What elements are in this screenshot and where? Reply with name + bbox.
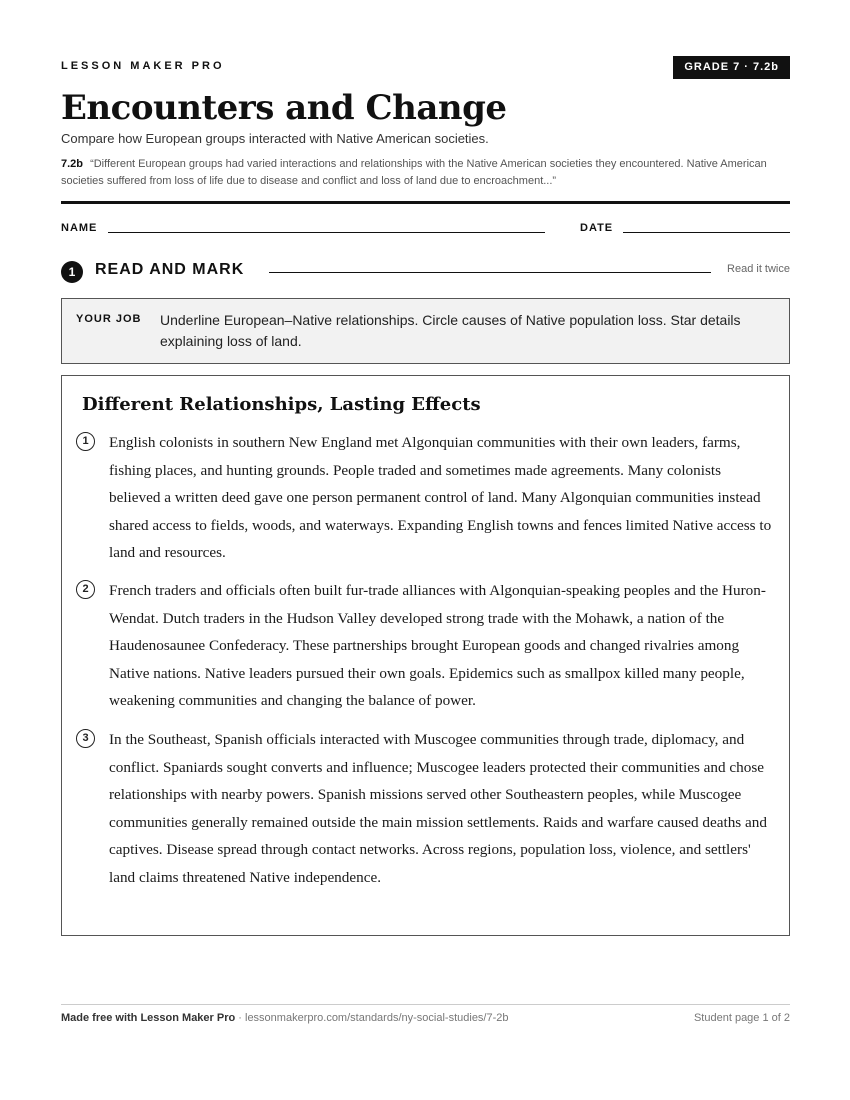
reading-title: Different Relationships, Lasting Effects — [82, 394, 481, 415]
header-divider — [61, 201, 790, 204]
section-rule — [269, 272, 711, 273]
standard-quote — [61, 156, 790, 190]
paragraph-text: English colonists in southern New England met Algonquian communities with their own leaders, farms, fishing places, and hunting grounds. People traded and sometimes made agreements. Many colonists believed a written deed gave one person permanent control of land. Many Algonquian communities instead shared access to fields, woods, and waterways. Expanding English towns and fences limited Native access to land and resources. — [109, 434, 772, 562]
name-date-row — [61, 222, 790, 236]
section-title: READ AND MARK — [95, 261, 245, 278]
brand-name: LESSON MAKER PRO — [61, 60, 225, 72]
paragraph-number: 1 — [76, 432, 95, 451]
standard-code: 7.2b — [61, 158, 84, 170]
page-title: Encounters and Change — [61, 88, 507, 128]
worksheet-page — [61, 0, 790, 1100]
section-note: Read it twice — [727, 263, 790, 275]
paragraph-number: 2 — [76, 580, 95, 599]
paragraph-number: 3 — [76, 729, 95, 748]
instructions-label: YOUR JOB — [76, 313, 142, 325]
section-number: 1 — [61, 261, 83, 283]
page-subtitle: Compare how European groups interacted with Native American societies. — [61, 131, 489, 146]
footer-link[interactable]: · lessonmakerpro.com/standards/ny-social-studies/7-2b — [238, 1012, 509, 1024]
name-label: NAME — [61, 222, 98, 234]
standard-text: “Different European groups had varied interactions and relationships with the Native American societies they encountered. Native American societies suffered from loss of life due to disease and conflict and loss of land due to encroachment...” — [61, 158, 767, 187]
paragraph-text: French traders and officials often built fur-trade alliances with Algonquian-speaking peoples and the Huron-Wendat. Dutch traders in the Hudson Valley developed strong trade with the Mohawk, a nation of the Haudenosaunee Confederacy. These partnerships brought European goods and changed rivalries among Native nations. Native leaders pursued their own goals. Epidemics such as smallpox killed many people, weakening communities and changing the balance of power. — [109, 582, 766, 710]
date-field[interactable] — [623, 232, 790, 233]
instructions-box — [61, 298, 790, 364]
footer-credit — [61, 1012, 509, 1024]
grade-badge: GRADE 7 · 7.2b — [673, 56, 790, 79]
date-label: DATE — [580, 222, 614, 234]
footer-divider — [61, 1004, 790, 1005]
footer-made-with: Made free with Lesson Maker Pro — [61, 1012, 236, 1024]
top-bar — [61, 56, 790, 80]
footer-page-number: Student page 1 of 2 — [693, 1012, 790, 1024]
instructions-text: Underline European–Native relationships. Circle causes of Native population loss. Star details explaining loss of land. — [160, 312, 741, 349]
reading-passage — [61, 375, 790, 936]
paragraph-text: In the Southeast, Spanish officials interacted with Muscogee communities through trade, diplomacy, and conflict. Spaniards sought converts and influence; Muscogee leaders protected their communities and chose relationships with nearby powers. Spanish missions served other Southeastern peoples, while Muscogee communities generally remained outside the main mission settlements. Raids and warfare caused deaths and captives. Disease spread through contact networks. Across regions, population loss, violence, and settlers' land claims threatened Native independence. — [109, 731, 767, 886]
section-header — [61, 260, 790, 284]
name-field[interactable] — [108, 232, 545, 233]
